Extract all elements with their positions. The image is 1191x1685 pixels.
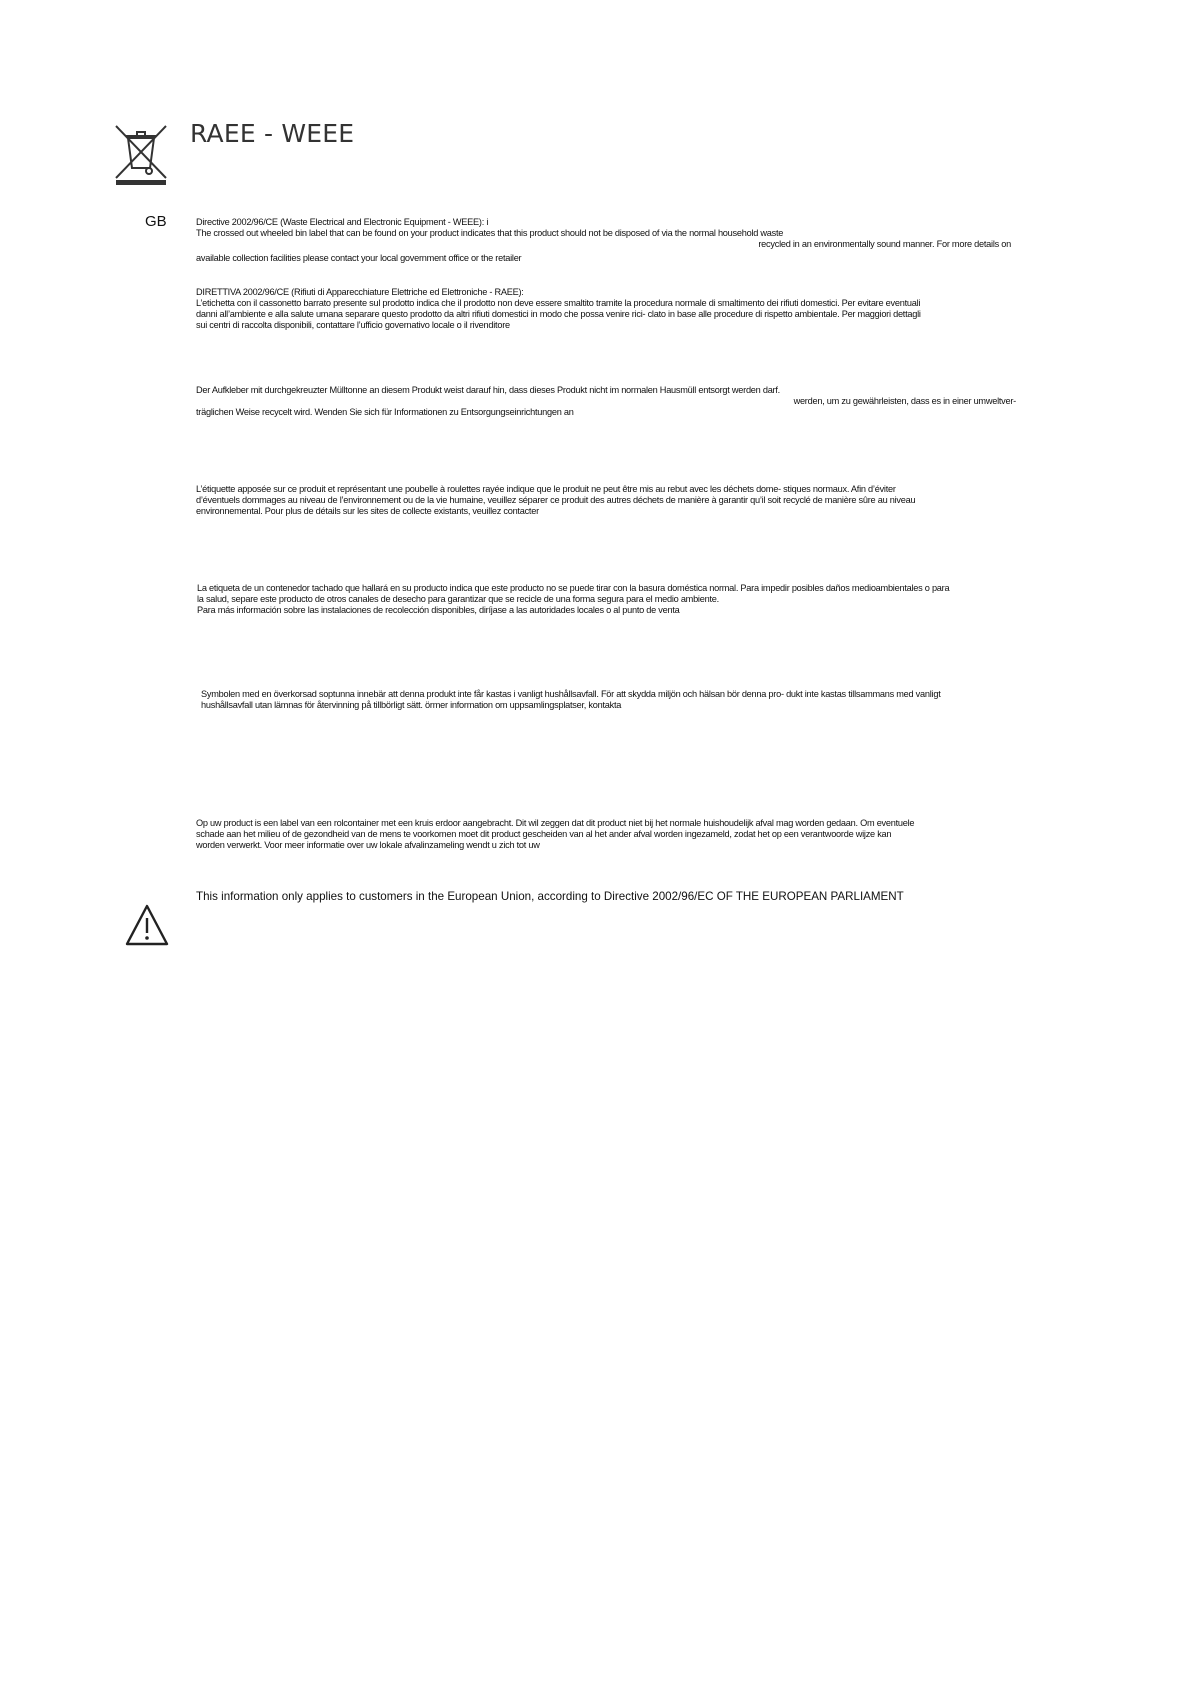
eu-notice-text: This information only applies to customers in the European Union, according to Directive 2002/96/EC OF THE EUROPEAN PARLIAMENT: [196, 890, 904, 903]
paragraph-line: The crossed out wheeled bin label that can be found on your product indicates that this product should not be disposed of via the normal household waste: [196, 228, 784, 238]
paragraph-line: Symbolen med en överkorsad soptunna innebär att denna produkt inte får kastas i vanligt hushållsavfall. För att skydda miljön och hälsan bör denna pro- dukt inte kastas tillsammans med vanligt: [201, 689, 941, 699]
paragraph-line: träglichen Weise recycelt wird. Wenden Sie sich für Informationen zu Entsorgungseinrichtungen an: [196, 407, 574, 417]
paragraph-line: Op uw product is een label van een rolcontainer met een kruis erdoor aangebracht. Dit wil zeggen dat dit product niet bij het normale huishoudelijk afval mag worden gedaan. Om eventuele: [196, 818, 915, 828]
section-french: [196, 484, 915, 517]
section-swedish: [201, 689, 941, 711]
language-code: GB: [145, 213, 167, 230]
paragraph-line: available collection facilities please contact your local government office or the retailer: [196, 253, 522, 263]
section-italian: [196, 287, 921, 331]
paragraph-line: L’étiquette apposée sur ce produit et représentant une poubelle à roulettes rayée indique que le produit ne peut être mis au rebut avec les déchets dome- stiques normaux. Afin d’éviter: [196, 484, 896, 494]
paragraph-line: sui centri di raccolta disponibili, contattare l’ufficio governativo locale o il rivenditore: [196, 320, 510, 330]
paragraph-line: Para más información sobre las instalaciones de recolección disponibles, diríjase a las autoridades locales o al punto de venta: [197, 605, 680, 615]
paragraph-line: danni all’ambiente e alla salute umana separare questo prodotto da altri rifiuti domestici in modo che possa venire rici- clato in base alle procedure di rispetto ambientale. Per maggiori dettagli: [196, 309, 921, 319]
page-title: RAEE - WEEE: [190, 119, 355, 148]
section-german: [196, 385, 1016, 418]
paragraph-line: Directive 2002/96/CE (Waste Electrical and Electronic Equipment - WEEE): i: [196, 217, 489, 227]
section-dutch: [196, 818, 914, 851]
paragraph-line: Der Aufkleber mit durchgekreuzter Mülltonne an diesem Produkt weist darauf hin, dass dieses Produkt nicht im normalen Hausmüll entsorgt werden darf.: [196, 385, 780, 395]
paragraph-line: la salud, separe este producto de otros canales de desecho para garantizar que se recicle de una forma segura para el medio ambiente.: [197, 594, 719, 604]
paragraph-line: environnemental. Pour plus de détails sur les sites de collecte existants, veuillez contacter: [196, 506, 539, 516]
paragraph-line: werden, um zu gewährleisten, dass es in einer umweltver-: [793, 396, 1016, 406]
paragraph-line: La etiqueta de un contenedor tachado que hallará en su producto indica que este producto no se puede tirar con la basura doméstica normal. Para impedir posibles daños medioambientales o para: [197, 583, 950, 593]
warning-triangle-icon: [124, 903, 170, 947]
paragraph-line: recycled in an environmentally sound manner. For more details on: [758, 239, 1011, 249]
paragraph-line: d’éventuels dommages au niveau de l’environnement ou de la vie humaine, veuillez séparer ce produit des autres déchets de manière à garantir qu’il soit recyclé de manière sûre au niveau: [196, 495, 916, 505]
weee-bin-icon: [112, 122, 170, 186]
section-english: [196, 217, 1011, 264]
paragraph-line: L’etichetta con il cassonetto barrato presente sul prodotto indica che il prodotto non deve essere smaltito tramite la procedura normale di smaltimento dei rifiuti domestici. Per evitare eventuali: [196, 298, 921, 308]
paragraph-line: DIRETTIVA 2002/96/CE (Rifiuti di Apparecchiature Elettriche ed Elettroniche - RAEE):: [196, 287, 524, 297]
paragraph-line: worden verwerkt. Voor meer informatie over uw lokale afvalinzameling wendt u zich tot uw: [196, 840, 540, 850]
section-spanish: [197, 583, 949, 616]
paragraph-line: schade aan het milieu of de gezondheid van de mens te voorkomen moet dit product gescheiden van al het ander afval worden ingezameld, zodat het op een verantwoorde wijze kan: [196, 829, 892, 839]
paragraph-line: hushållsavfall utan lämnas för återvinning på tillbörligt sätt. örmer information om uppsamlingsplatser, kontakta: [201, 700, 622, 710]
